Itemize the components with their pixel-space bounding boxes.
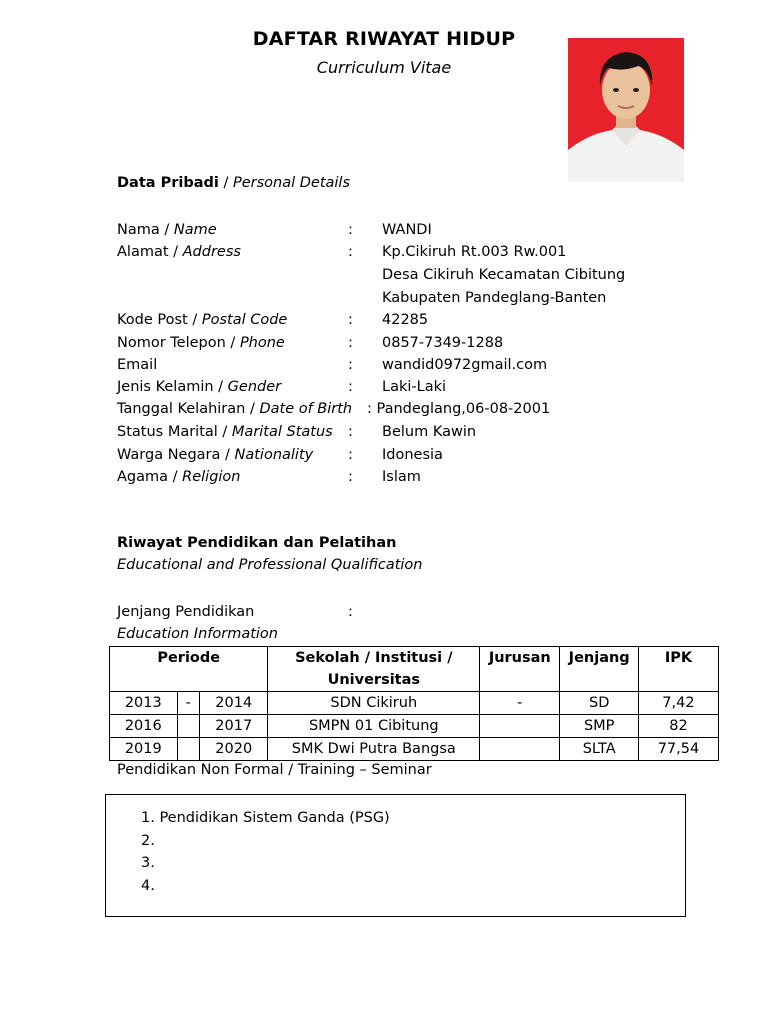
colon: : bbox=[348, 604, 353, 620]
education-info-label: Education Information bbox=[117, 626, 278, 642]
training-heading bbox=[117, 762, 432, 778]
colon: : bbox=[348, 244, 353, 260]
field-value: Islam bbox=[382, 469, 421, 485]
training-item: 4. bbox=[141, 878, 155, 894]
education-heading-en-text: Educational and Professional Qualification bbox=[117, 557, 423, 573]
label-separator: / bbox=[220, 447, 235, 463]
field-label bbox=[117, 444, 313, 466]
field-label-id: Tanggal Kelahiran bbox=[117, 401, 246, 417]
label-separator: / bbox=[225, 335, 240, 351]
education-heading-id: Riwayat Pendidikan dan Pelatihan bbox=[117, 535, 397, 551]
field-value: Kp.Cikiruh Rt.003 Rw.001 bbox=[382, 244, 567, 260]
field-label-en: Nationality bbox=[234, 447, 314, 463]
colon: : bbox=[348, 312, 353, 328]
field-label-id: Alamat bbox=[117, 244, 169, 260]
field-label bbox=[117, 332, 285, 354]
field-label bbox=[117, 376, 281, 398]
field-label-id: Email bbox=[117, 357, 158, 373]
header-ipk: IPK bbox=[638, 647, 718, 692]
education-level-label: Jenjang Pendidikan bbox=[117, 604, 255, 620]
field-label bbox=[117, 354, 157, 376]
colon: : bbox=[348, 335, 353, 351]
field-label bbox=[117, 398, 352, 420]
field-value: Idonesia bbox=[382, 447, 443, 463]
label-separator: / bbox=[217, 424, 232, 440]
training-heading-text: Pendidikan Non Formal / Training – Seminar bbox=[117, 762, 432, 778]
table-row bbox=[110, 692, 719, 715]
field-label bbox=[117, 309, 287, 331]
personal-details-heading bbox=[117, 175, 350, 191]
period-start-cell: 2013 bbox=[110, 692, 178, 715]
field-label-en: Religion bbox=[182, 469, 241, 485]
period-start-cell: 2016 bbox=[110, 715, 178, 738]
label-separator: / bbox=[159, 222, 174, 238]
colon: : bbox=[348, 469, 353, 485]
field-label-id: Agama bbox=[117, 469, 169, 485]
header-periode: Periode bbox=[110, 647, 268, 692]
heading-separator: / bbox=[218, 175, 233, 191]
field-label-id: Nomor Telepon bbox=[117, 335, 226, 351]
label-separator: / bbox=[168, 244, 183, 260]
field-label bbox=[117, 219, 217, 241]
field-value: 42285 bbox=[382, 312, 429, 328]
period-separator-cell bbox=[177, 738, 199, 761]
field-value: WANDI bbox=[382, 222, 432, 238]
training-item: 1. Pendidikan Sistem Ganda (PSG) bbox=[141, 810, 390, 826]
ipk-cell: 82 bbox=[638, 715, 718, 738]
period-start-cell: 2019 bbox=[110, 738, 178, 761]
field-label-id: Status Marital bbox=[117, 424, 218, 440]
field-label-id: Nama bbox=[117, 222, 160, 238]
header-level: Jenjang bbox=[560, 647, 638, 692]
field-label bbox=[117, 241, 241, 263]
table-row bbox=[110, 738, 719, 761]
education-heading bbox=[117, 535, 396, 551]
colon: : bbox=[348, 447, 353, 463]
field-label bbox=[117, 421, 333, 443]
label-separator: / bbox=[245, 401, 260, 417]
field-label-en: Marital Status bbox=[231, 424, 333, 440]
training-item: 3. bbox=[141, 855, 155, 871]
field-label-en: Postal Code bbox=[201, 312, 288, 328]
education-table bbox=[109, 646, 719, 761]
school-cell: SMK Dwi Putra Bangsa bbox=[268, 738, 480, 761]
field-value: Kabupaten Pandeglang-Banten bbox=[382, 290, 607, 306]
field-value: Laki-Laki bbox=[382, 379, 447, 395]
period-end-cell: 2020 bbox=[199, 738, 267, 761]
level-cell: SD bbox=[560, 692, 638, 715]
header-school: Sekolah / Institusi / Universitas bbox=[268, 647, 480, 692]
field-label-id: Warga Negara bbox=[117, 447, 221, 463]
field-value: 0857-7349-1288 bbox=[382, 335, 504, 351]
profile-photo bbox=[568, 38, 684, 182]
major-cell: - bbox=[480, 692, 560, 715]
field-value: Desa Cikiruh Kecamatan Cibitung bbox=[382, 267, 626, 283]
major-cell bbox=[480, 715, 560, 738]
header-major: Jurusan bbox=[480, 647, 560, 692]
training-item: 2. bbox=[141, 833, 155, 849]
field-value: wandid0972gmail.com bbox=[382, 357, 548, 373]
field-label-en: Date of Birth bbox=[259, 401, 353, 417]
field-label-en: Name bbox=[173, 222, 217, 238]
school-cell: SDN Cikiruh bbox=[268, 692, 480, 715]
education-heading-en bbox=[117, 557, 422, 573]
heading-en: Personal Details bbox=[232, 175, 351, 191]
colon: : bbox=[348, 222, 353, 238]
heading-id: Data Pribadi bbox=[117, 175, 219, 191]
field-label bbox=[117, 466, 241, 488]
training-box bbox=[105, 794, 686, 917]
document-subtitle: Curriculum Vitae bbox=[316, 58, 452, 77]
portrait-illustration bbox=[568, 38, 684, 182]
label-separator: / bbox=[168, 469, 183, 485]
period-separator-cell bbox=[177, 715, 199, 738]
period-end-cell: 2017 bbox=[199, 715, 267, 738]
field-label-en: Gender bbox=[227, 379, 282, 395]
period-separator-cell: - bbox=[177, 692, 199, 715]
field-label-en: Address bbox=[182, 244, 241, 260]
colon: : bbox=[348, 379, 353, 395]
field-value: Belum Kawin bbox=[382, 424, 477, 440]
ipk-cell: 77,54 bbox=[638, 738, 718, 761]
ipk-cell: 7,42 bbox=[638, 692, 718, 715]
school-cell: SMPN 01 Cibitung bbox=[268, 715, 480, 738]
colon: : bbox=[348, 357, 353, 373]
field-label-id: Jenis Kelamin bbox=[117, 379, 214, 395]
field-label-en: Phone bbox=[239, 335, 285, 351]
label-separator: / bbox=[213, 379, 228, 395]
document-title: DAFTAR RIWAYAT HIDUP bbox=[252, 28, 516, 50]
colon: : bbox=[348, 424, 353, 440]
field-label-id: Kode Post bbox=[117, 312, 188, 328]
period-end-cell: 2014 bbox=[199, 692, 267, 715]
table-header-row bbox=[110, 647, 719, 692]
major-cell bbox=[480, 738, 560, 761]
table-row bbox=[110, 715, 719, 738]
level-cell: SMP bbox=[560, 715, 638, 738]
level-cell: SLTA bbox=[560, 738, 638, 761]
label-separator: / bbox=[187, 312, 202, 328]
field-value: : Pandeglang,06-08-2001 bbox=[367, 401, 551, 417]
